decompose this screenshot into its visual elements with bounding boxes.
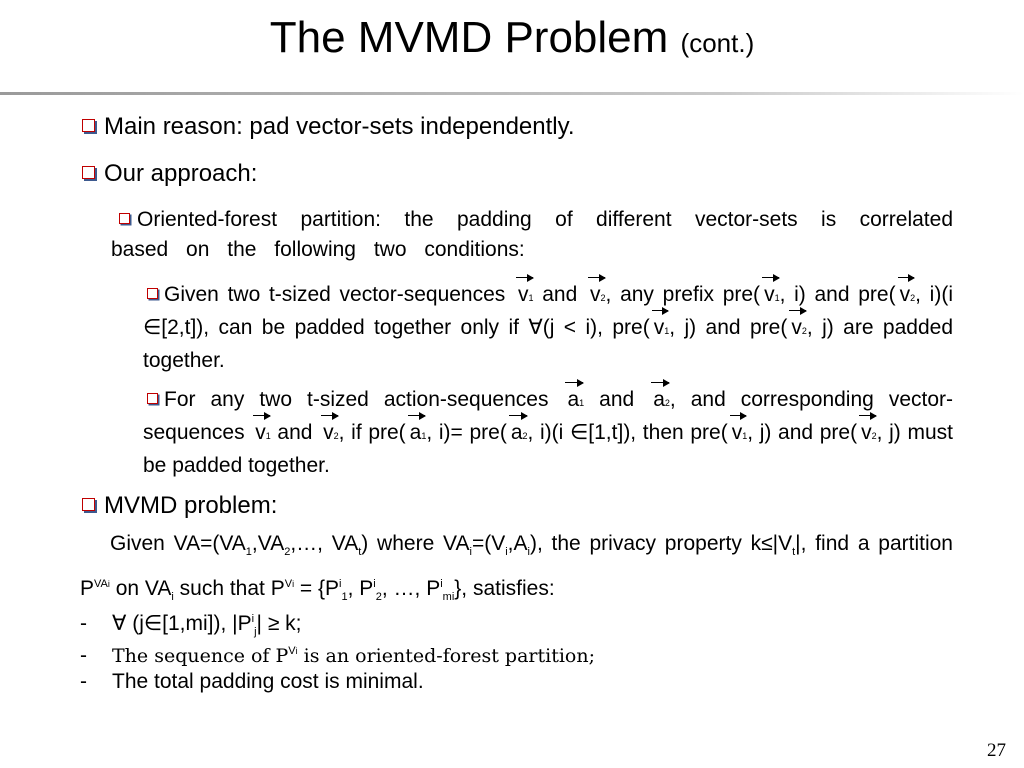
checkbox-bullet-icon	[147, 393, 158, 404]
checkbox-bullet-icon	[82, 166, 95, 179]
def-text: ,VA	[251, 532, 285, 555]
superscript	[94, 578, 110, 590]
subscript: 2	[871, 431, 877, 441]
subscript: 1	[774, 293, 780, 303]
item-text: ∀ (j∈[1,mi]), |P	[112, 612, 252, 635]
condition-text: , i)(i ∈[1,t]), then pre(	[527, 421, 728, 444]
sup-text: V	[288, 645, 296, 657]
sup-text: V	[284, 578, 293, 591]
subscript: 2	[910, 293, 916, 303]
subscript: 1	[265, 431, 271, 441]
vector-symbol: v	[650, 313, 665, 343]
condition-text: , i)(i ∈[2,t]), can be padded together only if ∀(j < i), pre(	[143, 283, 953, 339]
bullet-our-approach	[82, 160, 257, 188]
condition-text: , j) and pre(	[669, 316, 788, 339]
subscript: mi	[442, 591, 455, 604]
def-text: ) where VA	[361, 532, 470, 555]
subscript: t	[792, 546, 796, 559]
def-text: Given VA=(VA	[110, 532, 246, 555]
bullet-main-reason	[82, 113, 575, 141]
def-text: = {P	[294, 577, 340, 601]
sup-text: VA	[94, 578, 108, 591]
vector-symbol: v	[586, 280, 601, 310]
subscript: i	[469, 546, 472, 559]
condition-text: Given two t-sized vector-sequences	[164, 283, 515, 306]
subscript: i	[527, 546, 530, 559]
def-text: =(V	[471, 532, 506, 555]
problem-definition	[80, 528, 953, 613]
subscript: 2	[333, 431, 339, 441]
subscript: i	[171, 591, 174, 604]
vector-symbol: v	[857, 418, 872, 448]
superscript: i	[339, 578, 342, 591]
subscript: 2	[375, 591, 382, 604]
condition-text: , j) and pre(	[747, 421, 858, 444]
vector-symbol: v	[251, 418, 266, 448]
superscript	[288, 645, 297, 657]
def-text: }, satisfies:	[454, 577, 555, 601]
subscript: 1	[341, 591, 348, 604]
checkbox-bullet-icon	[119, 213, 130, 224]
vector-symbol: v	[514, 280, 529, 310]
item-text: The sequence of P	[112, 645, 289, 667]
condition-text: , j) are padded together.	[143, 316, 953, 372]
condition-text: , if pre(	[338, 421, 406, 444]
item-text: The total padding cost is minimal.	[112, 670, 424, 693]
subscript: i	[505, 546, 508, 559]
condition-1	[143, 280, 953, 376]
vector-symbol: a	[563, 385, 579, 415]
subscript: j	[254, 626, 257, 639]
slide-title	[0, 12, 1024, 65]
item-text: | ≥ k;	[256, 612, 302, 635]
condition-text: For any two t-sized action-sequences	[164, 388, 564, 411]
vector-symbol: v	[760, 280, 775, 310]
title-rule	[0, 92, 1024, 95]
bullet-text: Oriented-forest partition: the padding of different vector-sets is correlated based on the following two conditions:	[111, 208, 953, 261]
def-text: such that P	[173, 577, 285, 601]
condition-text: and	[584, 388, 650, 411]
bullet-text: Main reason: pad vector-sets independently.	[104, 113, 575, 140]
superscript: i	[440, 578, 443, 591]
subscript: 2	[522, 431, 528, 441]
def-text: , P	[347, 577, 374, 601]
def-text: ,A	[507, 532, 528, 555]
subscript: 2	[600, 293, 606, 303]
vector-symbol: v	[728, 418, 743, 448]
def-text: ), the privacy property k≤|V	[529, 532, 793, 555]
bullet-oriented-forest	[111, 205, 953, 265]
title-suffix: (cont.)	[680, 28, 755, 58]
vector-symbol: v	[896, 280, 911, 310]
dash-bullet: -	[80, 644, 87, 667]
checkbox-bullet-icon	[147, 288, 158, 299]
condition-text: , j) must be padded together.	[143, 421, 953, 477]
def-text: on VA	[109, 577, 172, 601]
vector-symbol: v	[787, 313, 802, 343]
def-text: ,…, VA	[290, 532, 359, 555]
title-main: The MVMD Problem	[269, 13, 669, 62]
subscript: 1	[664, 326, 670, 336]
superscript	[285, 578, 294, 590]
subscript: 1	[742, 431, 748, 441]
vector-symbol: a	[406, 418, 422, 448]
checkbox-bullet-icon	[82, 119, 95, 132]
subscript: t	[358, 546, 362, 559]
subscript: 1	[579, 398, 585, 408]
def-text: , …, P	[381, 577, 441, 601]
sup-sub: i	[295, 646, 298, 656]
dash-bullet: -	[80, 670, 87, 693]
subscript: 2	[664, 398, 670, 408]
superscript: i	[251, 613, 255, 625]
condition-2	[143, 385, 953, 481]
def-text: |, find a partition P	[80, 532, 953, 601]
subscript: 2	[284, 546, 291, 559]
condition-text: , i)= pre(	[426, 421, 507, 444]
subscript: 1	[245, 546, 252, 559]
page-number: 27	[987, 740, 1006, 761]
superscript: i	[373, 578, 376, 591]
dash-bullet: -	[80, 612, 87, 635]
vector-symbol: a	[507, 418, 523, 448]
condition-text: , any prefix pre(	[605, 283, 761, 306]
bullet-text: MVMD problem:	[104, 492, 278, 519]
condition-text: and	[270, 421, 320, 444]
subscript: 2	[801, 326, 807, 336]
vector-symbol: a	[649, 385, 665, 415]
list-item	[80, 667, 424, 697]
condition-text: , i) and pre(	[779, 283, 896, 306]
bullet-text: Our approach:	[104, 160, 258, 187]
item-text: is an oriented-forest partition;	[297, 645, 595, 667]
sup-sub: i	[292, 579, 295, 590]
sup-sub: i	[107, 579, 110, 590]
checkbox-bullet-icon	[82, 498, 95, 511]
condition-text: and	[533, 283, 586, 306]
vector-symbol: v	[319, 418, 334, 448]
condition-text: , and corresponding vector-sequences	[143, 388, 953, 444]
list-item	[80, 636, 595, 671]
subscript: 1	[528, 293, 534, 303]
subscript: 1	[421, 431, 427, 441]
bullet-mvmd-problem	[82, 492, 277, 520]
